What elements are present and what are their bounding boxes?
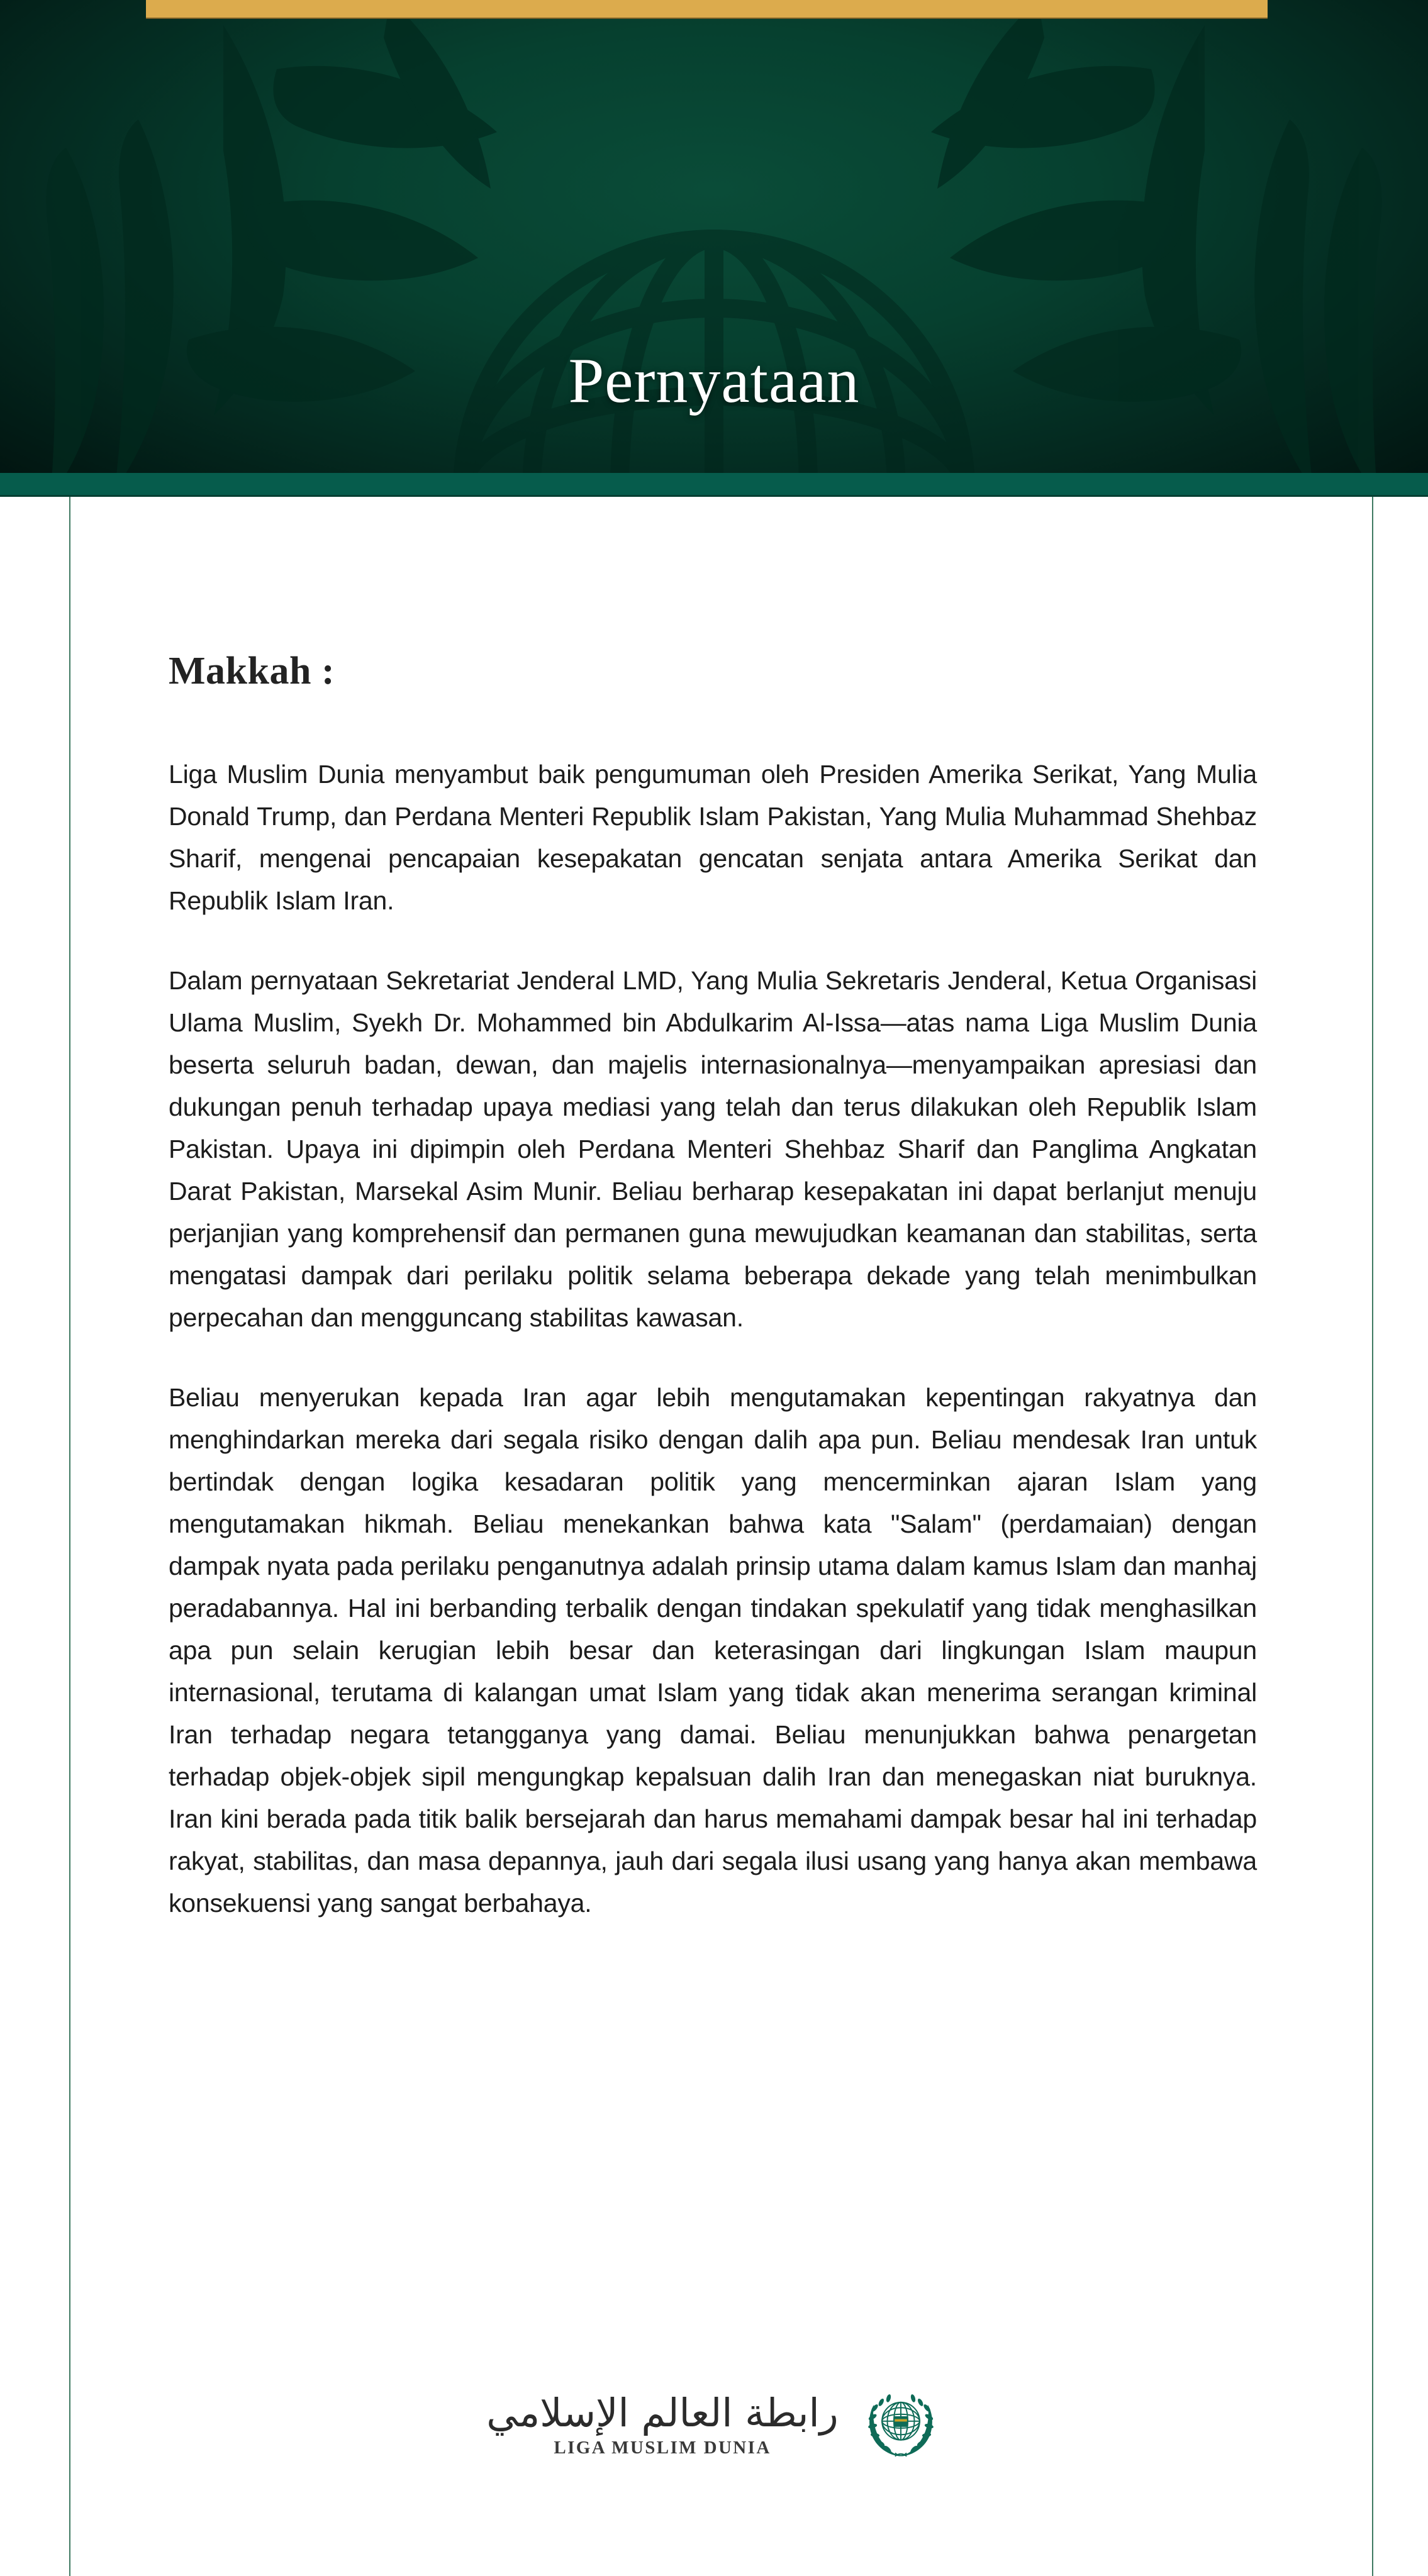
statement-paragraph-2: Dalam pernyataan Sekretariat Jenderal LMD, Yang Mulia Sekretaris Jenderal, Ketua Organisasi Ulama Muslim, Syekh Dr. Mohammed bin Abdulkarim Al-Issa—atas nama Liga Muslim Dunia beserta seluruh badan, dewan, dan majelis internasionalnya—menyampaikan apresiasi dan dukungan penuh terhadap upaya mediasi yang telah dan terus dilakukan oleh Republik Islam Pakistan. Upaya ini dipimpin oleh Perdana Menteri Shehbaz Sharif dan Panglima Angkatan Darat Pakistan, Marsekal Asim Munir. Beliau berharap kesepakatan ini dapat berlanjut menuju perjanjian yang komprehensif dan permanen guna mewujudkan keamanan dan stabilitas, serta mengatasi dampak dari perilaku politik selama beberapa dekade yang telah menimbulkan perpecahan dan mengguncang stabilitas kawasan. <box>169 966 1257 1332</box>
city-heading: Makkah : <box>169 650 335 692</box>
header-banner <box>0 0 1428 497</box>
left-margin-rule <box>69 497 70 2576</box>
organization-logo <box>0 2384 1428 2465</box>
logo-latin-name: LIGA MUSLIM DUNIA <box>554 2438 771 2458</box>
statement-content <box>169 497 1257 1924</box>
statement-paragraph-1: Liga Muslim Dunia menyambut baik pengumuman oleh Presiden Amerika Serikat, Yang Mulia Donald Trump, dan Perdana Menteri Republik Islam Pakistan, Yang Mulia Muhammad Shehbaz Sharif, mengenai pencapaian kesepakatan gencatan senjata antara Amerika Serikat dan Republik Islam Iran. <box>169 760 1257 915</box>
logo-arabic-name: رابطة العالم الإسلامي <box>486 2389 839 2436</box>
globe-laurel-kaaba-emblem-icon <box>860 2384 942 2465</box>
document-body <box>0 497 1428 2576</box>
logo-wordmark <box>486 2390 838 2458</box>
gold-accent-bar <box>146 0 1268 19</box>
page-title: Pernyataan <box>568 345 860 416</box>
statement-paragraph-3: Beliau menyerukan kepada Iran agar lebih mengutamakan kepentingan rakyatnya dan menghindarkan mereka dari segala risiko dengan dalih apa pun. Beliau mendesak Iran untuk bertindak dengan logika kesadaran politik yang mencerminkan ajaran Islam yang mengutamakan hikmah. Beliau menekankan bahwa kata "Salam" (perdamaian) dengan dampak nyata pada perilaku penganutnya adalah prinsip utama dalam kamus Islam dan manhaj peradabannya. Hal ini berbanding terbalik dengan tindakan spekulatif yang tidak menghasilkan apa pun selain kerugian lebih besar dan keterasingan dari lingkungan Islam maupun internasional, terutama di kalangan umat Islam yang tidak akan menerima serangan kriminal Iran terhadap negara tetangganya yang damai. Beliau menunjukkan bahwa penargetan terhadap objek-objek sipil mengungkap kepalsuan dalih Iran dan menegaskan niat buruknya. Iran kini berada pada titik balik bersejarah dan harus memahami dampak besar hal ini terhadap rakyat, stabilitas, dan masa depannya, jauh dari segala ilusi usang yang hanya akan membawa konsekuensi yang sangat berbahaya. <box>169 1383 1257 1918</box>
header-teal-strip <box>0 473 1428 497</box>
right-margin-rule <box>1372 497 1373 2576</box>
